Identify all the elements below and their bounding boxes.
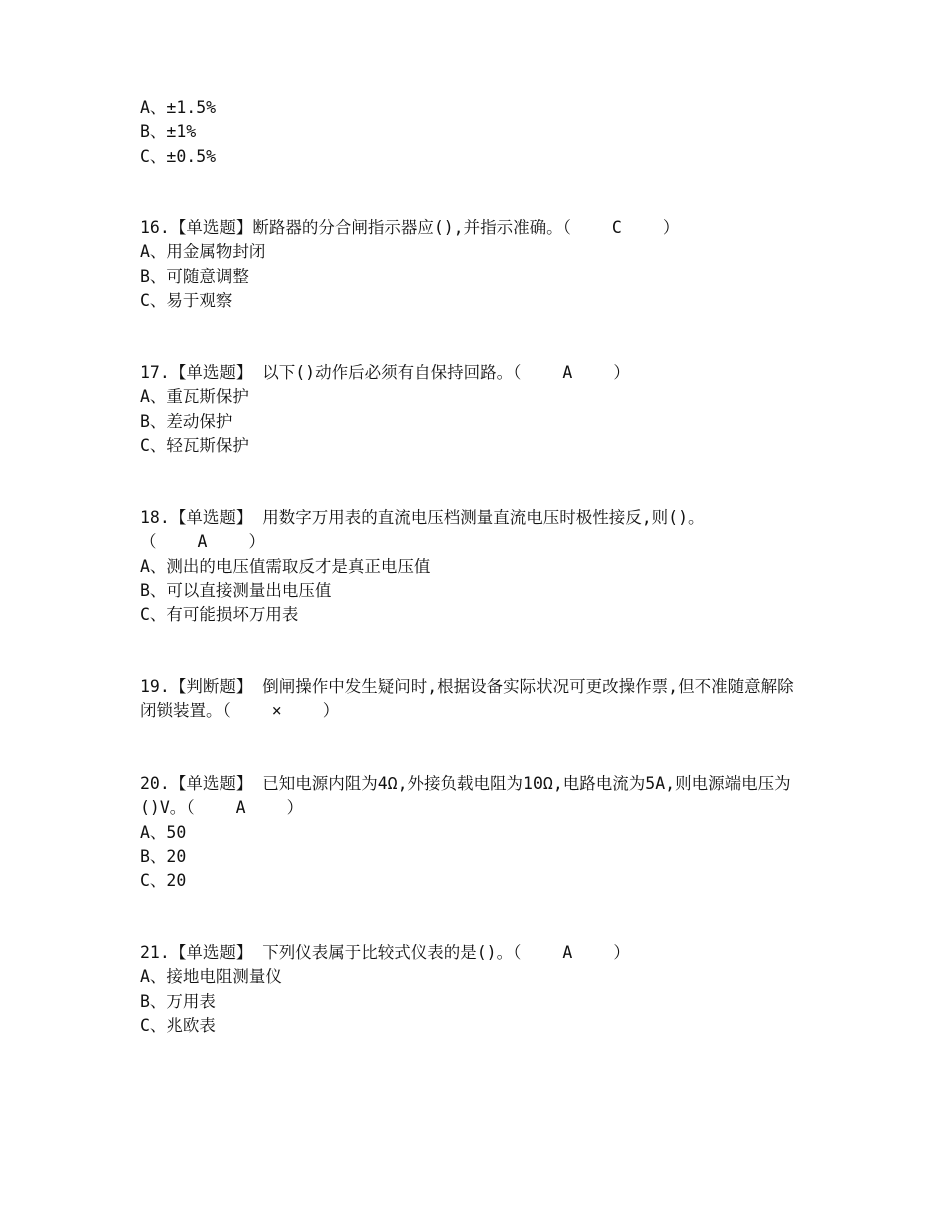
question-stem (140, 675, 810, 724)
option-a: A、±1.5% (140, 98, 217, 117)
answer-value: A (235, 798, 246, 818)
question-text: 以下()动作后必须有自保持回路。 (262, 363, 514, 382)
option-c: C、有可能损坏万用表 (140, 605, 299, 625)
question-17 (140, 361, 810, 458)
previous-question-options (140, 96, 810, 169)
option-c: C、易于观察 (140, 290, 233, 310)
question-number: 17. (140, 363, 170, 382)
option-b: B、可以直接测量出电压值 (140, 580, 332, 600)
question-16 (140, 216, 810, 313)
option-a: A、用金属物封闭 (140, 242, 266, 262)
answer-value: A (197, 532, 208, 552)
question-type: 【单选题】 (169, 508, 253, 527)
answer-bracket: （ A ） (513, 363, 630, 382)
question-21 (140, 941, 810, 1038)
option-a: A、测出的电压值需取反才是真正电压值 (140, 556, 431, 576)
option-a: A、接地电阻测量仪 (140, 967, 282, 987)
question-type: 【单选题】 (169, 218, 253, 237)
option-c: C、兆欧表 (140, 1015, 216, 1035)
option-c: C、20 (140, 871, 187, 891)
question-number: 16. (140, 218, 170, 237)
question-number: 19. (140, 677, 170, 696)
question-stem (140, 361, 810, 385)
question-text: 已知电源内阻为4Ω,外接负载电阻为10Ω,电路电流为5A,则电源端电压为()V。 (140, 774, 791, 818)
question-stem (140, 772, 810, 821)
option-b: B、可随意调整 (140, 266, 249, 286)
answer-bracket: （ C ） (563, 218, 680, 237)
answer-bracket: （ A ） (140, 532, 265, 551)
answer-value: × (271, 701, 282, 721)
question-type: 【单选题】 (169, 774, 253, 793)
option-a: A、50 (140, 822, 187, 842)
answer-bracket: （ × ） (223, 701, 340, 720)
question-type: 【单选题】 (169, 363, 253, 382)
option-a: A、重瓦斯保护 (140, 387, 249, 407)
question-number: 20. (140, 774, 170, 793)
option-c: C、轻瓦斯保护 (140, 435, 249, 455)
question-stem (140, 506, 810, 555)
question-text: 断路器的分合闸指示器应(),并指示准确。 (252, 218, 563, 237)
question-type: 【判断题】 (169, 677, 253, 696)
question-text: 用数字万用表的直流电压档测量直流电压时极性接反,则()。 (262, 508, 705, 527)
question-18 (140, 506, 810, 627)
question-20 (140, 772, 810, 893)
option-b: B、20 (140, 846, 187, 866)
answer-value: C (611, 218, 622, 237)
answer-value: A (562, 363, 573, 382)
question-number: 18. (140, 508, 170, 527)
answer-value: A (562, 943, 573, 962)
question-text: 下列仪表属于比较式仪表的是()。 (262, 943, 514, 962)
question-stem (140, 941, 810, 965)
option-b: B、±1% (140, 122, 197, 142)
question-type: 【单选题】 (169, 943, 253, 962)
option-c: C、±0.5% (140, 146, 217, 166)
answer-bracket: （ A ） (513, 943, 630, 962)
question-19 (140, 675, 810, 724)
answer-bracket: （ A ） (186, 798, 303, 817)
question-number: 21. (140, 943, 170, 962)
question-text: 倒闸操作中发生疑问时,根据设备实际状况可更改操作票,但不准随意解除闭锁装置。 (140, 677, 794, 721)
option-b: B、万用表 (140, 991, 216, 1011)
question-stem (140, 216, 810, 240)
option-b: B、差动保护 (140, 411, 233, 431)
